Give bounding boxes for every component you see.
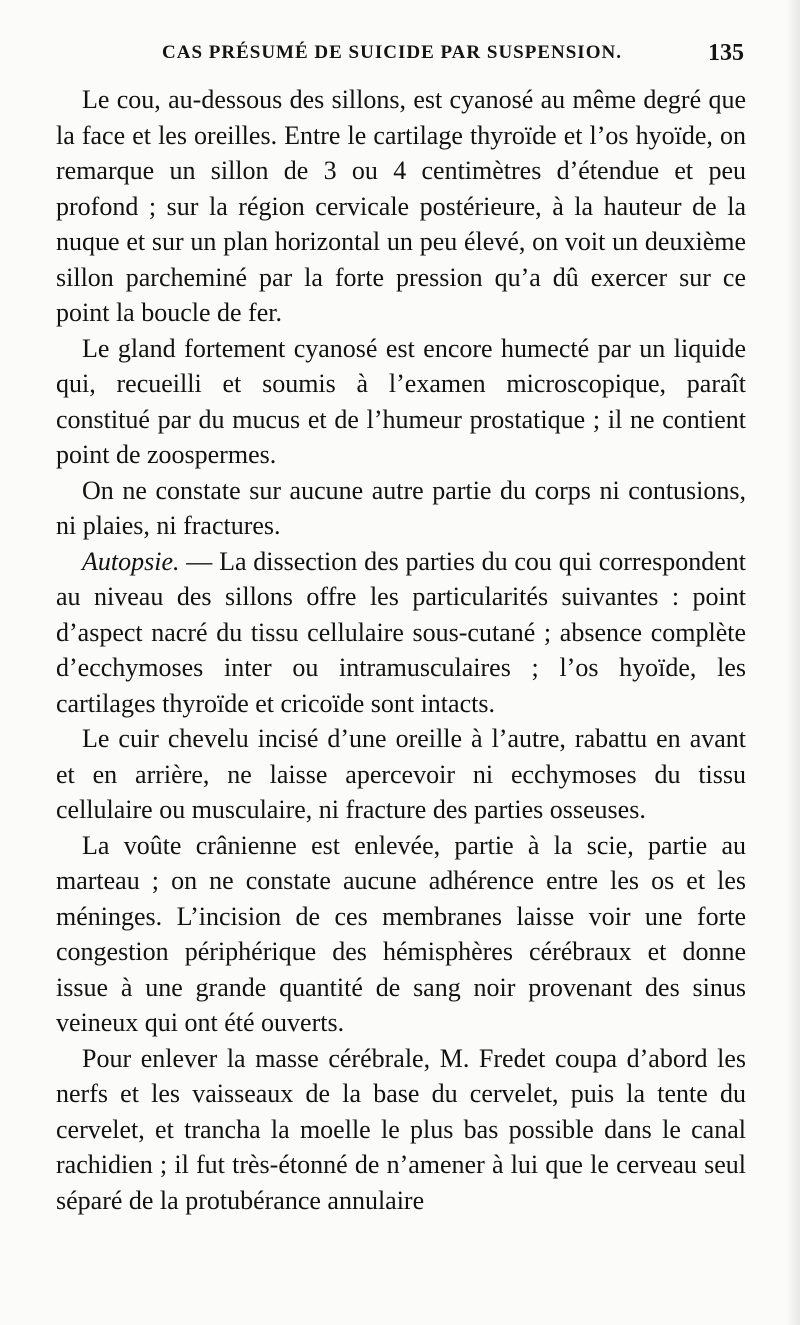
paragraph-scalp: Le cuir chevelu incisé d’une oreille à l’autre, rabattu en avant et en arrière, ne laisse apercevoir ni ecchymoses du tissu cellulaire ou musculaire, ni fracture des parties osseuses. [56, 724, 746, 824]
paragraph-neck: Le cou, au-dessous des sillons, est cyanosé au même degré que la face et les oreilles. Entre le cartilage thyroïde et l’os hyoïde, on remarque un sillon de 3 ou 4 centimètres d’étendue et peu profond ; sur la région cervicale postérieure, à la hauteur de la nuque et sur un plan horizontal un peu élevé, on voit un deuxième sillon parcheminé par la forte pression qu’a dû exercer sur ce point la boucle de fer. [56, 85, 746, 327]
running-head [82, 40, 744, 76]
paragraph-skull: La voûte crânienne est enlevée, partie à la scie, partie au marteau ; on ne constate aucune adhérence entre les os et les méninges. L’incision de ces membranes laisse voir une forte congestion périphérique des hémisphères cérébraux et donne issue à une grande quantité de sang noir provenant des sinus veineux qui ont été ouverts. [56, 830, 746, 1037]
page-number: 135 [708, 40, 744, 66]
running-title: CAS PRÉSUMÉ DE SUICIDE PAR SUSPENSION. [162, 42, 622, 63]
paragraph-gland: Le gland fortement cyanosé est encore humecté par un liquide qui, recueilli et soumis à l’examen microscopique, paraît constitué par du mucus et de l’humeur prostatique ; il ne contient point de zoospermes. [56, 333, 746, 469]
body-text [56, 82, 746, 1218]
autopsie-label: Autopsie. [82, 546, 180, 576]
paragraph-autopsie [56, 544, 746, 722]
paragraph-no-other-lesions: On ne constate sur aucune autre partie du corps ni contusions, ni plaies, ni fractures. [56, 475, 746, 540]
paragraph-brain: Pour enlever la masse cérébrale, M. Fredet coupa d’abord les nerfs et les vaisseaux de la base du cervelet, puis la tente du cervelet, et trancha la moelle le plus bas possible dans le canal rachidien ; il fut très-étonné de n’amener à lui que le cerveau seul séparé de la protubérance annulaire [56, 1043, 746, 1215]
page-edge-shadow [786, 0, 800, 1325]
autopsie-text: — La dissection des parties du cou qui correspondent au niveau des sillons offre les particularités suivantes : point d’aspect nacré du tissu cellulaire sous-cutané ; absence complète d’ecchymoses inter ou intramusculaires ; l’os hyoïde, les cartilages thyroïde et cricoïde sont intacts. [56, 546, 747, 718]
